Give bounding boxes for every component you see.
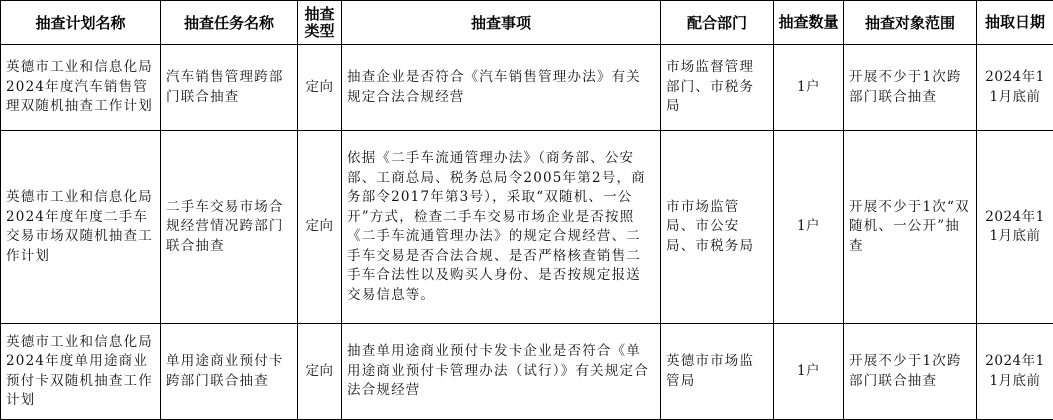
cell-date: 2024年11月底前 bbox=[977, 324, 1053, 420]
cell-type: 定向 bbox=[298, 131, 342, 324]
cell-plan-name: 英德市工业和信息化局2024年度年度二手车交易市场双随机抽查工作计划 bbox=[1, 131, 161, 324]
header-item: 抽查事项 bbox=[342, 1, 661, 45]
cell-type: 定向 bbox=[298, 324, 342, 420]
cell-item: 抽查单用途商业预付卡发卡企业是否符合《单用途商业预付卡管理办法（试行）》有关规定合法合规经营 bbox=[342, 324, 661, 420]
cell-quantity: 1户 bbox=[774, 131, 844, 324]
cell-item: 依据《二手车流通管理办法》（商务部、公安部、工商总局、税务总局令2005年第2号，商务部令2017年第3号），采取“双随机、一公开”方式，检查二手车交易市场企业是否按照《二手车流通管理办法》的规定合规经营、二手车交易是否合法合规、是否严格核查销售二手车合法性以及购买人身份、是否按规定报送交易信息等。 bbox=[342, 131, 661, 324]
cell-task-name: 单用途商业预付卡跨部门联合抽查 bbox=[161, 324, 298, 420]
cell-task-name: 汽车销售管理跨部门联合抽查 bbox=[161, 45, 298, 131]
cell-quantity: 1户 bbox=[774, 324, 844, 420]
header-task-name: 抽查任务名称 bbox=[161, 1, 298, 45]
cell-plan-name: 英德市工业和信息化局2024年度单用途商业预付卡双随机抽查工作计划 bbox=[1, 324, 161, 420]
cell-departments: 市场监督管理部门、市税务局 bbox=[661, 45, 774, 131]
header-plan-name: 抽查计划名称 bbox=[1, 1, 161, 45]
header-date: 抽取日期 bbox=[977, 1, 1053, 45]
cell-scope: 开展不少于1次“双随机、一公开”抽查 bbox=[844, 131, 977, 324]
cell-date: 2024年11月底前 bbox=[977, 131, 1053, 324]
cell-task-name: 二手车交易市场合规经营情况跨部门联合抽查 bbox=[161, 131, 298, 324]
header-departments: 配合部门 bbox=[661, 1, 774, 45]
cell-type: 定向 bbox=[298, 45, 342, 131]
cell-quantity: 1户 bbox=[774, 45, 844, 131]
cell-departments: 英德市市场监管局 bbox=[661, 324, 774, 420]
cell-scope: 开展不少于1次跨部门联合抽查 bbox=[844, 324, 977, 420]
table-row bbox=[1, 131, 1053, 324]
header-quantity: 抽查数量 bbox=[774, 1, 844, 45]
cell-item: 抽查企业是否符合《汽车销售管理办法》有关规定合法合规经营 bbox=[342, 45, 661, 131]
table-row bbox=[1, 324, 1053, 420]
header-type: 抽查类型 bbox=[298, 1, 342, 45]
cell-date: 2024年11月底前 bbox=[977, 45, 1053, 131]
cell-scope: 开展不少于1次跨部门联合抽查 bbox=[844, 45, 977, 131]
table-row bbox=[1, 45, 1053, 131]
table-header-row bbox=[1, 1, 1053, 45]
cell-departments: 市市场监管局、市公安局、市税务局 bbox=[661, 131, 774, 324]
header-scope: 抽查对象范围 bbox=[844, 1, 977, 45]
cell-plan-name: 英德市工业和信息化局2024年度汽车销售管理双随机抽查工作计划 bbox=[1, 45, 161, 131]
